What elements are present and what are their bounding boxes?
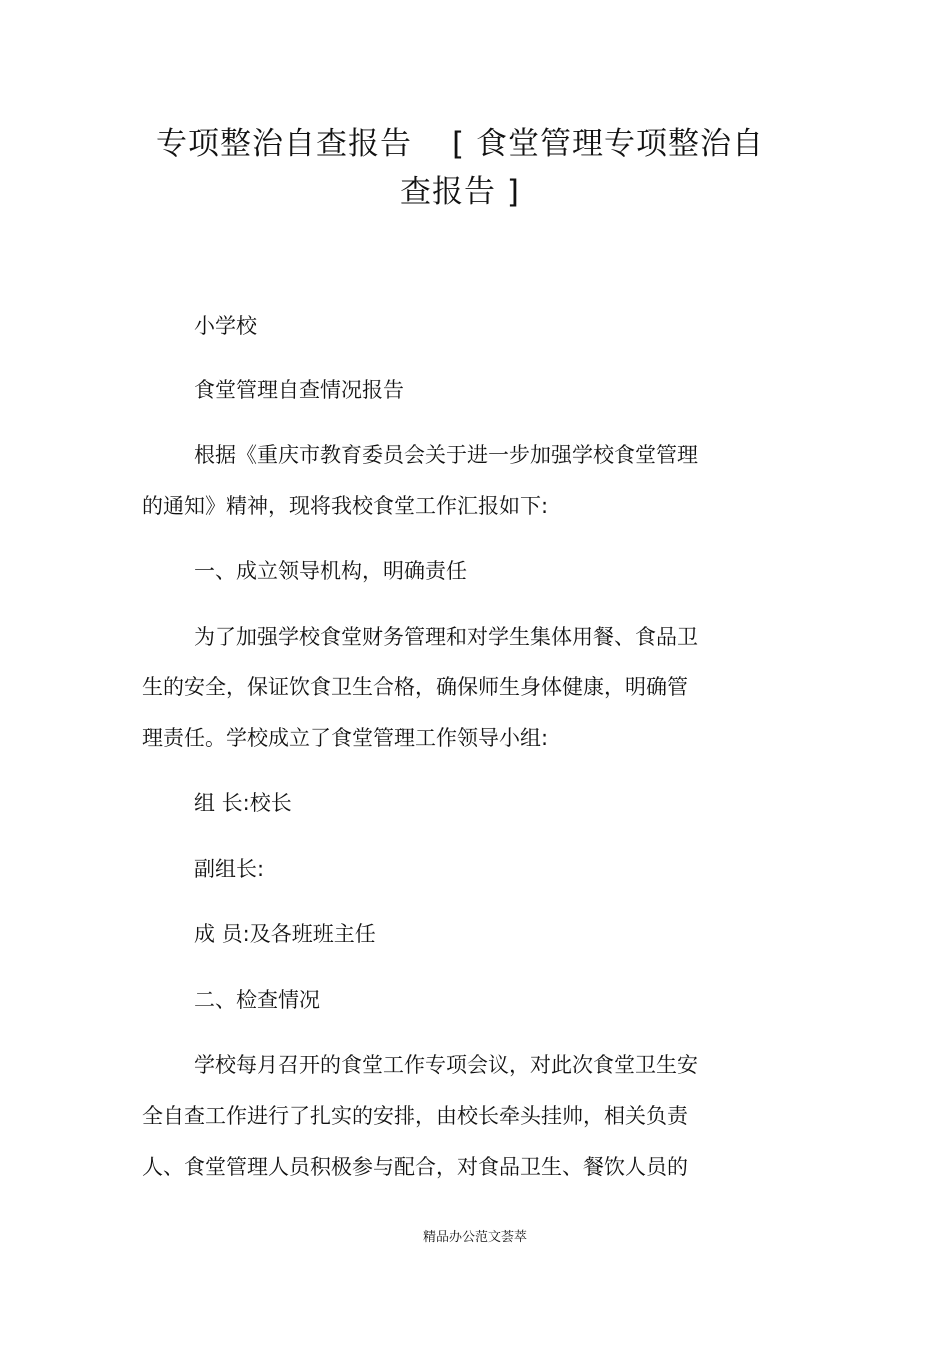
paragraph-line: 学校每月召开的食堂工作专项会议，对此次食堂卫生安	[194, 1053, 698, 1077]
title-part-2: [ 食堂管理专项整治自	[452, 126, 764, 162]
paragraph-line: 根据《重庆市教育委员会关于进一步加强学校食堂管理	[194, 443, 698, 467]
paragraph-line: 的通知》精神，现将我校食堂工作汇报如下:	[142, 494, 549, 518]
member-line-members: 成 员:及各班班主任	[194, 922, 376, 946]
paragraph-line: 全自查工作进行了扎实的安排，由校长牵头挂帅，相关负责	[142, 1104, 688, 1128]
paragraph-line: 理责任。学校成立了食堂管理工作领导小组:	[142, 726, 549, 750]
section-heading-2: 二、检查情况	[194, 988, 320, 1012]
paragraph-line: 为了加强学校食堂财务管理和对学生集体用餐、食品卫	[194, 625, 698, 649]
report-heading-line: 食堂管理自查情况报告	[194, 378, 404, 402]
title-part-3: 查报告 ]	[400, 174, 520, 210]
paragraph-line: 生的安全，保证饮食卫生合格，确保师生身体健康，明确管	[142, 675, 688, 699]
member-line-leader: 组 长:校长	[194, 791, 292, 815]
title-part-1: 专项整治自查报告	[156, 126, 413, 162]
document-title	[140, 120, 780, 216]
school-name-line: 小学校	[194, 314, 257, 338]
section-heading-1: 一、成立领导机构，明确责任	[194, 559, 467, 583]
page-footer: 精品办公范文荟萃	[422, 1230, 527, 1245]
paragraph-line: 人、食堂管理人员积极参与配合，对食品卫生、餐饮人员的	[142, 1155, 688, 1179]
member-line-deputy: 副组长:	[194, 857, 265, 881]
